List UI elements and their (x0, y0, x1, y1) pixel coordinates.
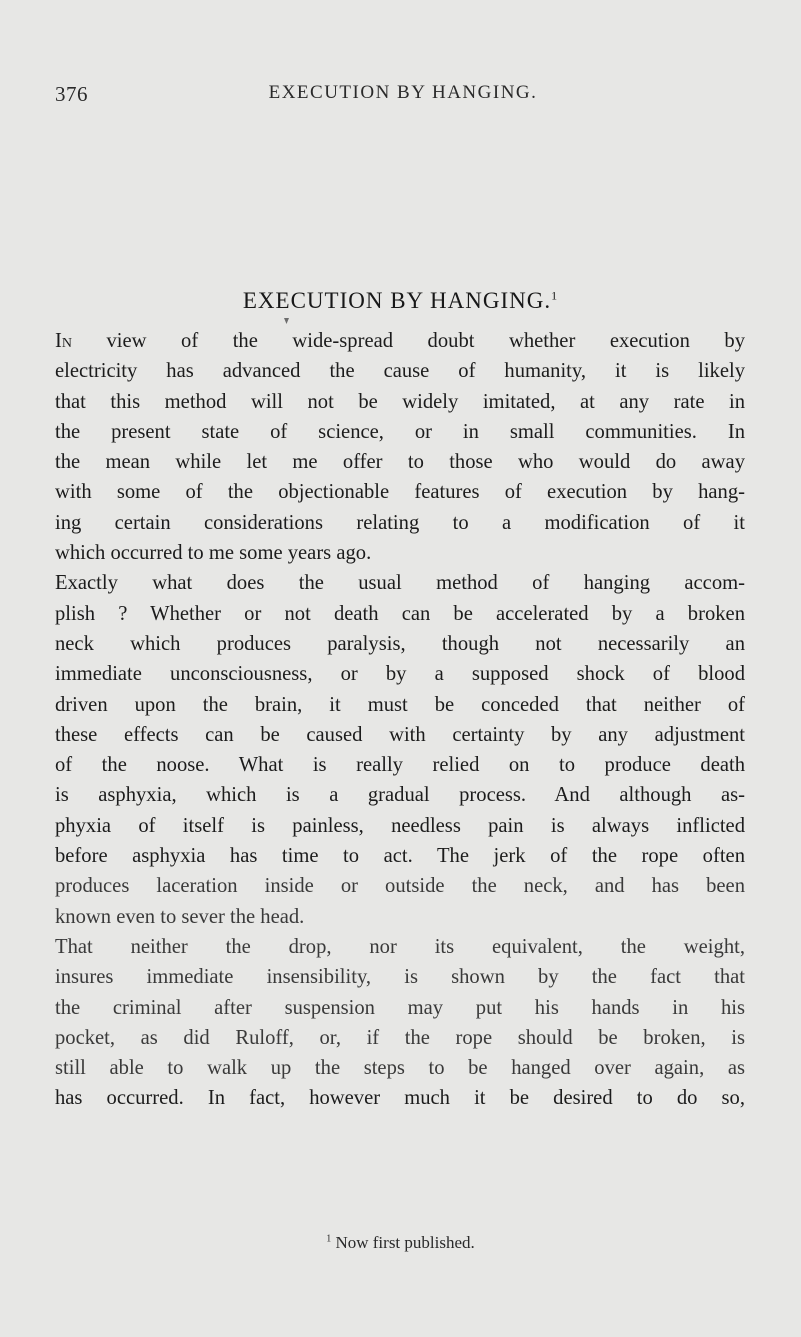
text-line: is asphyxia, which is a gradual process. And although as- (55, 784, 745, 807)
text-line (55, 326, 745, 356)
text-line: Exactly what does the usual method of hanging accom- (55, 572, 745, 595)
text-line: these effects can be caused with certainty by any adjustment (55, 723, 745, 746)
footnote (0, 1233, 801, 1253)
text-line: still able to walk up the steps to be hanged over again, as (55, 1057, 745, 1080)
running-title: EXECUTION BY HANGING. (268, 82, 538, 103)
running-head (55, 82, 751, 112)
text-line: neck which produces paralysis, though not necessarily an (55, 632, 745, 655)
text-line: the criminal after suspension may put his hands in his (55, 996, 745, 1019)
title-footnote-ref: 1 (551, 288, 559, 303)
text-line: produces laceration inside or outside the neck, and has been (55, 875, 745, 898)
footnote-text: Now first published. (335, 1233, 475, 1252)
text-line: before asphyxia has time to act. The jerk of the rope often (55, 845, 745, 868)
text-line: the present state of science, or in small communities. In (55, 420, 745, 443)
text-line: driven upon the brain, it must be conceded that neither of (55, 693, 745, 716)
article-title (0, 288, 801, 314)
text-line: known even to sever the head. (55, 905, 305, 928)
text-line: ing certain considerations relating to a modification of it (55, 511, 745, 534)
article-title-text: EXECUTION BY HANGING. (242, 288, 552, 313)
text-line: has occurred. In fact, however much it be desired to do so, (55, 1087, 745, 1110)
page-number: 376 (55, 82, 88, 106)
text-line: the mean while let me offer to those who would do away (55, 451, 745, 474)
footnote-marker: 1 (326, 1233, 332, 1245)
text-line: with some of the objectionable features of execution by hang- (55, 481, 745, 504)
text-line: of the noose. What is really relied on to produce death (55, 754, 745, 777)
text-line: pocket, as did Ruloff, or, if the rope should be broken, is (55, 1026, 745, 1049)
text-line: which occurred to me some years ago. (55, 542, 372, 565)
lead-in: In (55, 330, 72, 352)
text-line-content: view of the wide-spread doubt whether execution by (71, 330, 745, 352)
text-line: immediate unconsciousness, or by a supposed shock of blood (55, 663, 745, 686)
text-line: insures immediate insensibility, is shown by the fact that (55, 966, 745, 989)
text-line: that this method will not be widely imitated, at any rate in (55, 390, 745, 413)
text-line: phyxia of itself is painless, needless pain is always inflicted (55, 814, 745, 837)
print-mark (284, 318, 289, 324)
body-text (55, 326, 745, 1114)
text-line: plish ? Whether or not death can be accelerated by a broken (55, 602, 745, 625)
text-line: electricity has advanced the cause of humanity, it is likely (55, 360, 745, 383)
text-line: That neither the drop, nor its equivalent, the weight, (55, 935, 745, 958)
